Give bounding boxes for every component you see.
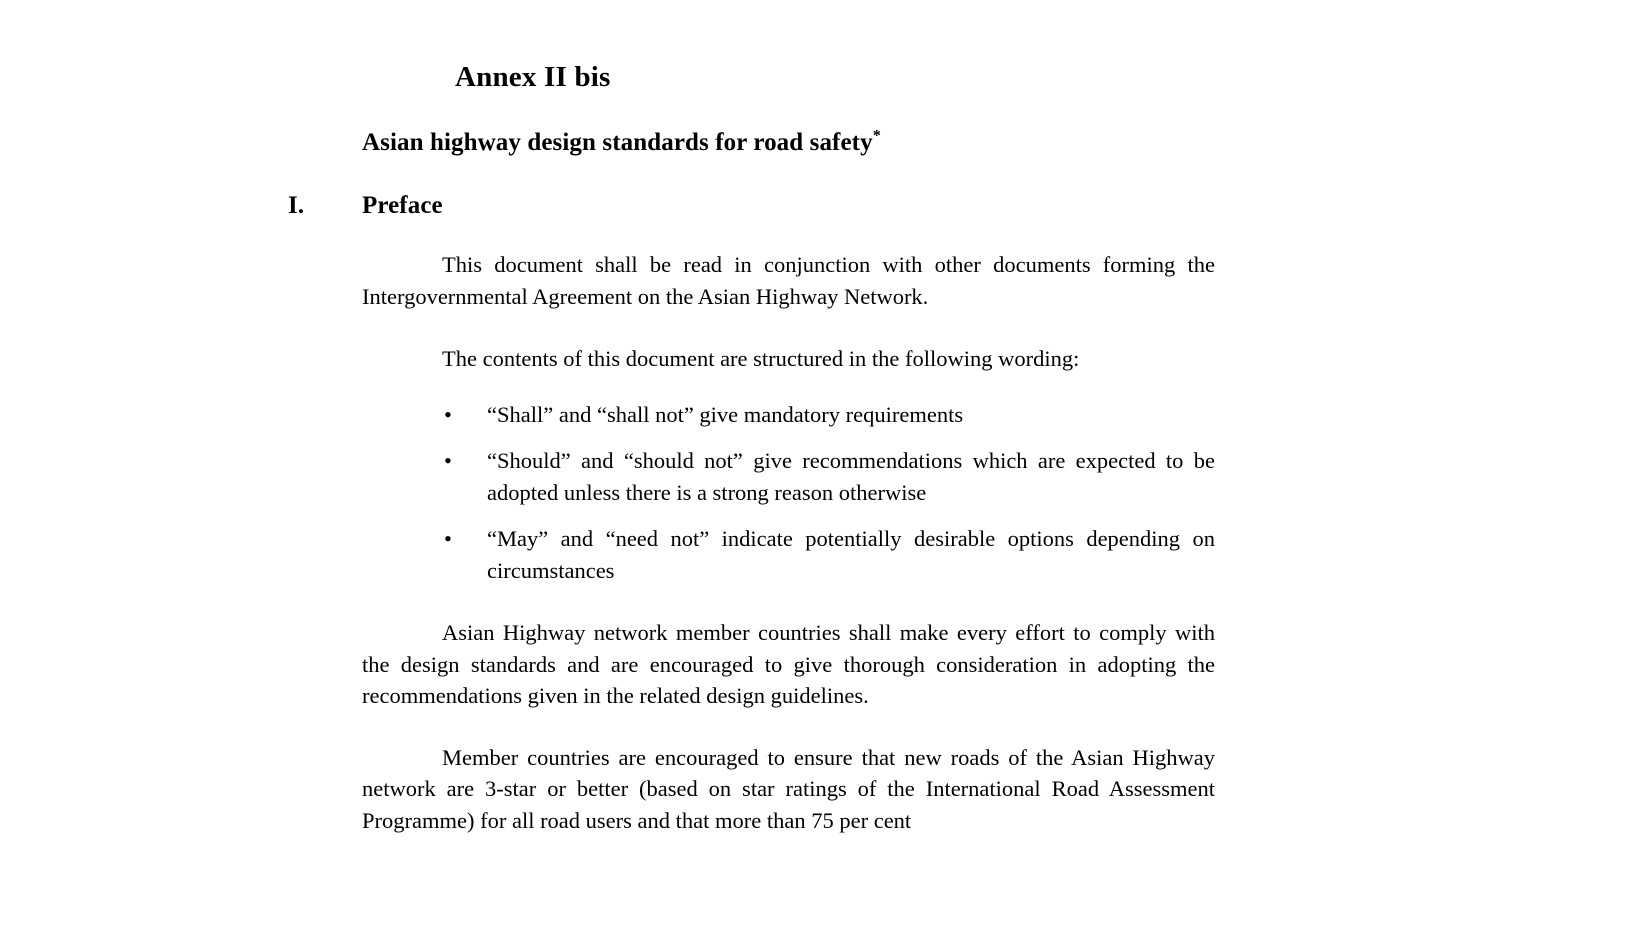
- bullet-point-icon: •: [444, 401, 452, 427]
- section-number: I.: [288, 192, 305, 219]
- paragraph-member-countries-effort: Asian Highway network member countries shall make every effort to comply with the design standards and are encouraged to give thorough consideration in adopting the recommendations given in the related design guidelines.: [362, 620, 1215, 708]
- bullet-point-icon: •: [444, 526, 452, 551]
- list-item-label: “Should” and “should not” give recommendations which are expected to be adopted unless there is a strong reason otherwise: [487, 448, 1215, 505]
- document-content-column: [288, 0, 1215, 836]
- list-item: [362, 445, 1215, 508]
- list-item-label: “May” and “need not” indicate potentially desirable options depending on circumstances: [487, 526, 1215, 583]
- section-heading-preface: [288, 155, 1215, 219]
- bullet-point-icon: •: [444, 448, 452, 473]
- paragraph-star-rating: Member countries are encouraged to ensure that new roads of the Asian Highway network are 3-star or better (based on star ratings of the International Road Assessment Programme) for all road users and that more than 75 per cent: [362, 744, 1215, 833]
- list-item: [362, 523, 1215, 586]
- wording-bullet-list: [362, 375, 1215, 587]
- paragraph-structured-wording: The contents of this document are structured in the following wording:: [442, 346, 1080, 371]
- annex-title: Annex II bis: [455, 61, 611, 93]
- list-item: [362, 399, 1215, 431]
- paragraph-read-in-conjunction: This document shall be read in conjunction with other documents forming the Intergovernmental Agreement on the Asian Highway Network.: [362, 252, 1215, 309]
- section-title: Preface: [362, 192, 443, 219]
- document-subtitle: [362, 92, 1215, 155]
- list-item-label: “Shall” and “shall not” give mandatory requirements: [487, 401, 964, 427]
- document-subtitle-text: Asian highway design standards for road safety: [362, 129, 873, 156]
- footnote-asterisk-marker: *: [872, 127, 881, 145]
